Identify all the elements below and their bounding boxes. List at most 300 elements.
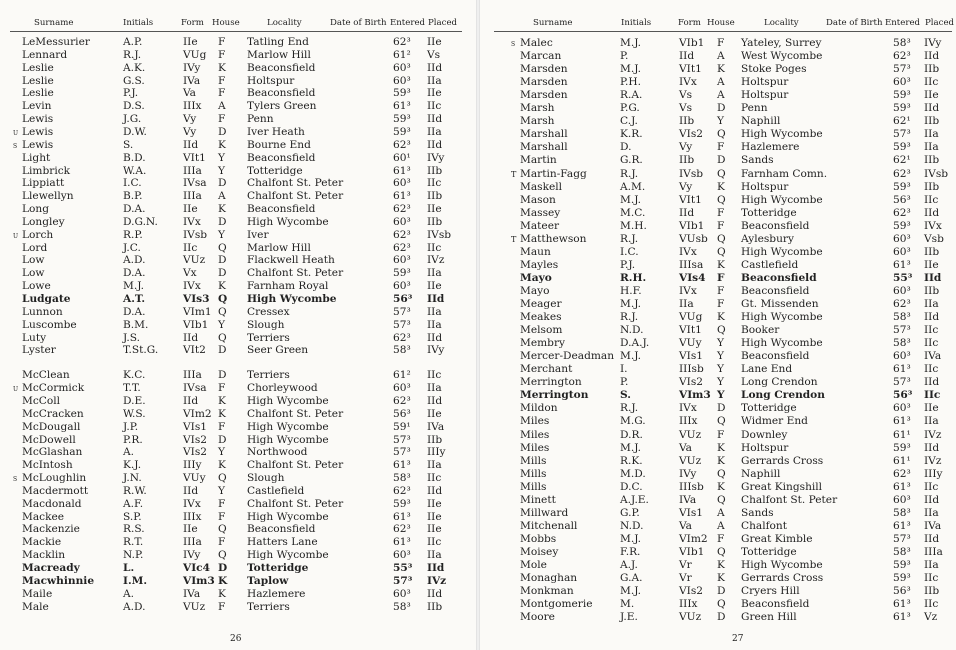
form-cell: VUy [679, 337, 702, 350]
surname-cell: Matthewson [520, 232, 587, 245]
entered-cell: 61³ [393, 190, 411, 203]
initials-cell: P.J. [123, 87, 139, 100]
entered-cell: 60³ [893, 284, 911, 297]
table-row [478, 272, 956, 285]
form-cell: IIIx [183, 510, 202, 523]
initials-cell: D.R. [620, 428, 643, 441]
house-cell: K [218, 587, 226, 600]
initials-cell: J.E. [620, 611, 638, 624]
initials-cell: M.J. [620, 298, 642, 310]
entered-cell: 60³ [393, 177, 411, 190]
locality-cell: Beaconsfield [247, 203, 316, 216]
table-row [0, 421, 478, 434]
entered-cell: 56³ [893, 389, 913, 402]
table-row [0, 408, 478, 421]
placed-cell: IIc [427, 369, 442, 382]
placed-cell: IIIy [427, 446, 446, 459]
form-cell: VIb1 [679, 545, 705, 558]
page-number: 26 [230, 634, 242, 644]
entered-cell: 62³ [893, 298, 911, 310]
locality-cell: Penn [741, 102, 768, 115]
form-cell: Vy [679, 141, 693, 154]
entered-cell: 57³ [393, 574, 413, 587]
table-row [0, 49, 478, 62]
surname-cell: Limbrick [22, 164, 71, 177]
form-cell: IIc [183, 241, 198, 254]
table-row [0, 588, 478, 601]
entry-marker: s [511, 39, 516, 48]
entered-cell: 57³ [893, 532, 911, 545]
form-cell: IIIsb [679, 480, 704, 493]
entered-cell: 55³ [393, 562, 413, 574]
entered-cell: 61² [393, 369, 411, 382]
entered-cell: 62³ [393, 228, 411, 241]
entered-cell: 62³ [393, 394, 411, 407]
placed-cell: IId [924, 271, 942, 284]
placed-cell: IIc [427, 536, 442, 549]
placed-cell: IIe [924, 402, 939, 415]
house-cell: K [218, 61, 226, 74]
entered-cell: 61³ [393, 459, 411, 472]
entered-cell: 61³ [893, 611, 911, 624]
form-cell: VIm3 [679, 389, 711, 402]
surname-cell: Mackenzie [22, 523, 80, 536]
form-cell: VIb1 [679, 37, 705, 49]
house-cell: K [717, 63, 725, 76]
placed-cell: IIb [427, 215, 443, 228]
initials-cell: R.J. [620, 167, 639, 180]
house-cell: A [717, 76, 725, 89]
table-row [0, 293, 478, 306]
entered-cell: 61³ [393, 510, 411, 523]
form-cell: VIs1 [679, 506, 704, 519]
entered-cell: 58³ [393, 600, 411, 613]
form-cell: IIIa [183, 164, 202, 177]
placed-cell: IVa [427, 420, 445, 433]
locality-cell: Totteridge [741, 545, 797, 558]
house-cell: D [218, 215, 227, 228]
locality-cell: Seer Green [247, 344, 309, 357]
entered-cell: 62³ [393, 331, 411, 344]
locality-cell: Chalfont St. Peter [247, 267, 344, 280]
house-cell: Y [717, 115, 724, 128]
placed-cell: IIb [427, 600, 443, 613]
surname-cell: Male [22, 600, 49, 613]
surname-cell: Membry [520, 337, 565, 350]
locality-cell: Beaconsfield [741, 350, 810, 363]
surname-cell: Marsh [520, 115, 555, 128]
surname-cell: Macwhinnie [22, 574, 95, 587]
entered-cell: 56³ [393, 293, 413, 305]
surname-cell: Millward [520, 506, 569, 519]
placed-cell: IVsb [427, 228, 452, 241]
entered-cell: 61³ [393, 100, 411, 113]
initials-cell: M.J. [123, 280, 145, 293]
header-form: Form [678, 18, 701, 28]
house-cell: Q [218, 472, 227, 485]
placed-cell: IIe [924, 258, 939, 271]
locality-cell: Holtspur [741, 180, 789, 193]
header-house: House [707, 18, 735, 28]
locality-cell: Sands [741, 154, 774, 167]
initials-cell: T.St.G. [123, 344, 159, 357]
entered-cell: 57³ [393, 318, 411, 331]
form-cell: Vy [679, 180, 693, 193]
house-cell: F [218, 113, 226, 126]
house-cell: Q [717, 324, 726, 337]
surname-cell: Macklin [22, 549, 66, 562]
locality-cell: High Wycombe [741, 245, 823, 258]
surname-cell: Lewis [22, 138, 54, 151]
initials-cell: R.H. [620, 271, 647, 284]
surname-cell: Martin-Fagg [520, 167, 587, 180]
locality-cell: Holtspur [741, 76, 789, 89]
form-cell: VIs3 [183, 293, 210, 305]
form-cell: VUz [679, 428, 702, 441]
placed-cell: IId [427, 562, 445, 574]
initials-cell: G.P. [620, 506, 640, 519]
initials-cell: R.W. [123, 484, 147, 497]
table-row [478, 337, 956, 350]
house-cell: A [717, 519, 725, 532]
initials-cell: H.F. [620, 284, 642, 297]
placed-cell: IId [427, 394, 443, 407]
entered-cell: 59³ [893, 441, 911, 454]
table-row [478, 220, 956, 233]
locality-cell: High Wycombe [247, 293, 337, 305]
locality-cell: Cryers Hill [741, 585, 800, 598]
house-cell: K [717, 559, 725, 571]
form-cell: IIb [679, 115, 695, 128]
locality-cell: Slough [247, 318, 285, 331]
initials-cell: P. [620, 376, 629, 389]
house-cell: D [218, 369, 227, 382]
table-row [478, 389, 956, 402]
initials-cell: I. [620, 363, 628, 376]
entered-cell: 58³ [893, 337, 911, 350]
placed-cell: IVa [924, 519, 942, 532]
house-cell: D [218, 267, 227, 280]
locality-cell: Tylers Green [247, 100, 317, 113]
initials-cell: M.J. [620, 585, 642, 598]
initials-cell: A.D. [123, 600, 146, 613]
locality-cell: Marlow Hill [247, 48, 311, 61]
locality-cell: Green Hill [741, 611, 797, 624]
table-row [478, 285, 956, 298]
placed-cell: IIe [427, 87, 442, 100]
entered-cell: 59³ [893, 219, 911, 232]
form-cell: IId [679, 50, 695, 63]
form-cell: VIt1 [679, 63, 702, 76]
surname-cell: Macready [22, 562, 80, 574]
initials-cell: A.F. [123, 497, 144, 510]
locality-cell: Great Kimble [741, 532, 813, 545]
locality-cell: Hazlemere [247, 587, 306, 600]
house-cell: K [717, 454, 725, 467]
surname-cell: Mayo [520, 284, 550, 297]
form-cell: VIs2 [679, 376, 704, 389]
placed-cell: IIa [924, 128, 939, 141]
entered-cell: 59³ [393, 87, 411, 100]
locality-cell: Penn [247, 113, 274, 126]
form-cell: IVx [679, 76, 697, 89]
placed-cell: IIe [427, 203, 442, 216]
header-rule [494, 31, 952, 32]
initials-cell: T.T. [123, 382, 141, 395]
house-cell: D [218, 562, 228, 574]
initials-cell: W.A. [123, 164, 147, 177]
placed-cell: IIa [924, 415, 939, 428]
entered-cell: 62³ [393, 484, 411, 497]
table-row [478, 468, 956, 481]
placed-cell: IIb [427, 164, 443, 177]
entry-marker: s [13, 474, 18, 484]
initials-cell: D.A. [123, 267, 146, 280]
house-cell: D [218, 254, 227, 267]
entered-cell: 57³ [893, 376, 911, 389]
table-row [0, 498, 478, 511]
surname-cell: Ludgate [22, 293, 71, 305]
house-cell: F [218, 48, 226, 61]
placed-cell: IIa [427, 125, 442, 138]
placed-cell: IId [924, 311, 940, 324]
entered-cell: 60³ [893, 493, 911, 506]
entered-cell: 62³ [393, 241, 411, 254]
locality-cell: Northwood [247, 446, 308, 459]
surname-cell: Mills [520, 480, 547, 493]
entered-cell: 60³ [893, 232, 911, 245]
form-cell: IIIx [679, 598, 698, 611]
house-cell: Q [717, 493, 726, 506]
form-cell: IVx [679, 245, 697, 258]
header-entered: Entered [885, 18, 921, 28]
house-cell: K [717, 480, 725, 493]
form-cell: VUg [679, 311, 703, 324]
entered-cell: 62³ [393, 523, 411, 536]
entered-cell: 59³ [893, 180, 911, 193]
placed-cell: IIb [924, 180, 940, 193]
locality-cell: Widmer End [741, 415, 808, 428]
form-cell: IVa [679, 493, 697, 506]
table-row [478, 350, 956, 363]
house-cell: Q [218, 331, 227, 344]
initials-cell: P.H. [620, 76, 641, 89]
surname-cell: Maskell [520, 180, 563, 193]
form-cell: Vr [679, 559, 692, 571]
initials-cell: D.A. [123, 203, 146, 216]
initials-cell: M.J. [620, 532, 642, 545]
initials-cell: J.P. [123, 420, 139, 433]
surname-cell: Leslie [22, 87, 54, 100]
table-row [0, 139, 478, 152]
surname-cell: Lorch [22, 228, 54, 241]
form-cell: IId [679, 206, 695, 219]
initials-cell: B.D. [123, 151, 146, 164]
placed-cell: IId [924, 441, 940, 454]
placed-cell: IIa [924, 559, 939, 571]
placed-cell: IId [924, 206, 940, 219]
entered-cell: 58³ [393, 472, 411, 485]
initials-cell: D.G.N. [123, 215, 158, 228]
placed-cell: IVy [427, 151, 445, 164]
initials-cell: A.K. [123, 61, 146, 74]
form-cell: VIm1 [183, 305, 212, 318]
house-cell: K [218, 459, 226, 472]
placed-cell: IIb [427, 433, 443, 446]
placed-cell: IId [427, 138, 443, 151]
form-cell: Va [183, 87, 196, 100]
entered-cell: 58³ [893, 545, 911, 558]
locality-cell: West Wycombe [741, 50, 823, 63]
placed-cell: IIb [924, 63, 940, 76]
house-cell: Y [218, 228, 225, 241]
surname-cell: Light [22, 151, 51, 164]
entered-cell: 61³ [893, 480, 911, 493]
initials-cell: R.J. [620, 232, 639, 245]
house-cell: D [717, 402, 726, 415]
surname-cell: Montgomerie [520, 598, 593, 611]
form-cell: IIIa [183, 369, 202, 382]
locality-cell: Sands [741, 506, 774, 519]
entered-cell: 57³ [893, 128, 911, 141]
table-row [478, 311, 956, 324]
form-cell: VIm2 [183, 407, 212, 420]
form-cell: IVsb [183, 228, 208, 241]
form-cell: Vy [183, 113, 197, 126]
surname-cell: Lennard [22, 48, 68, 61]
table-row [478, 207, 956, 220]
surname-cell: McLoughlin [22, 472, 87, 485]
surname-cell: Lippiatt [22, 177, 65, 190]
table-row [478, 102, 956, 115]
table-row [0, 75, 478, 88]
locality-cell: High Wycombe [741, 311, 823, 324]
initials-cell: I.C. [620, 245, 639, 258]
locality-cell: Beaconsfield [247, 151, 316, 164]
entered-cell: 62³ [393, 36, 411, 48]
table-row [0, 395, 478, 408]
initials-cell: M.J. [620, 350, 642, 363]
surname-cell: McColl [22, 394, 61, 407]
table-row [0, 306, 478, 319]
initials-cell: D.A. [123, 305, 146, 318]
initials-cell: M.J. [620, 63, 642, 76]
table-row [478, 598, 956, 611]
initials-cell: M.G. [620, 415, 646, 428]
surname-cell: Leslie [22, 74, 54, 87]
initials-cell: A.P. [123, 36, 143, 48]
table-row [0, 113, 478, 126]
house-cell: K [717, 258, 725, 271]
table-row [0, 382, 478, 395]
form-cell: Vx [183, 267, 197, 280]
house-cell: K [717, 441, 725, 454]
house-cell: F [218, 87, 226, 100]
locality-cell: Chalfont St. Peter [247, 459, 344, 472]
form-cell: IIe [183, 203, 198, 216]
table-row [0, 459, 478, 472]
entered-cell: 59³ [893, 572, 911, 585]
house-cell: Q [218, 549, 227, 562]
locality-cell: Totteridge [247, 562, 309, 574]
placed-cell: IIb [427, 190, 443, 203]
placed-cell: IVy [427, 344, 445, 357]
house-cell: Q [717, 232, 726, 245]
placed-cell: IVz [924, 428, 942, 441]
table-row [478, 520, 956, 533]
surname-cell: Miles [520, 441, 550, 454]
form-cell: IVx [679, 284, 697, 297]
form-cell: VIs4 [679, 271, 706, 284]
placed-cell: IIa [924, 506, 939, 519]
surname-cell: Marsden [520, 76, 568, 89]
locality-cell: Beaconsfield [247, 87, 316, 100]
table-row [0, 267, 478, 280]
form-cell: IIIx [679, 415, 698, 428]
form-cell: VIs2 [679, 128, 704, 141]
placed-cell: IIa [427, 382, 442, 395]
form-cell: IVx [183, 215, 201, 228]
table-row [0, 601, 478, 614]
header-rule [10, 31, 462, 32]
surname-cell: McGlashan [22, 446, 83, 459]
entered-cell: 59³ [393, 267, 411, 280]
initials-cell: S.P. [123, 510, 142, 523]
house-cell: F [218, 36, 226, 48]
table-row [0, 472, 478, 485]
table-row [0, 511, 478, 524]
surname-cell: Maun [520, 245, 551, 258]
placed-cell: IIe [427, 510, 442, 523]
house-cell: Q [717, 167, 726, 180]
entered-cell: 62³ [893, 467, 911, 480]
house-cell: F [717, 271, 725, 284]
surname-cell: Mason [520, 193, 556, 206]
house-cell: D [717, 611, 726, 624]
right-page [478, 0, 956, 650]
placed-cell: IIa [427, 549, 442, 562]
initials-cell: I.M. [123, 574, 148, 587]
entered-cell: 56³ [393, 407, 411, 420]
placed-cell: IIe [427, 497, 442, 510]
placed-cell: IIc [427, 241, 442, 254]
table-row [0, 369, 478, 382]
form-cell: IId [183, 331, 199, 344]
form-cell: IVsa [183, 382, 207, 395]
placed-cell: IIc [924, 572, 939, 585]
initials-cell: M.J. [620, 441, 642, 454]
entered-cell: 59¹ [393, 420, 411, 433]
surname-cell: Monkman [520, 585, 574, 598]
surname-cell: Minett [520, 493, 556, 506]
initials-cell: D.W. [123, 125, 147, 138]
form-cell: IIIa [183, 536, 202, 549]
locality-cell: Flackwell Heath [247, 254, 335, 267]
placed-cell: IIc [924, 363, 939, 376]
surname-cell: Martin [520, 154, 557, 167]
entered-cell: 60³ [893, 245, 911, 258]
surname-cell: Marsden [520, 89, 568, 102]
placed-cell: IIc [924, 324, 939, 337]
table-row [478, 168, 956, 181]
locality-cell: High Wycombe [247, 510, 329, 523]
house-cell: F [717, 284, 725, 297]
form-cell: Va [679, 441, 692, 454]
house-cell: Q [717, 128, 726, 141]
surname-cell: McIntosh [22, 459, 73, 472]
surname-cell: Lord [22, 241, 48, 254]
form-cell: VIm3 [183, 574, 215, 587]
